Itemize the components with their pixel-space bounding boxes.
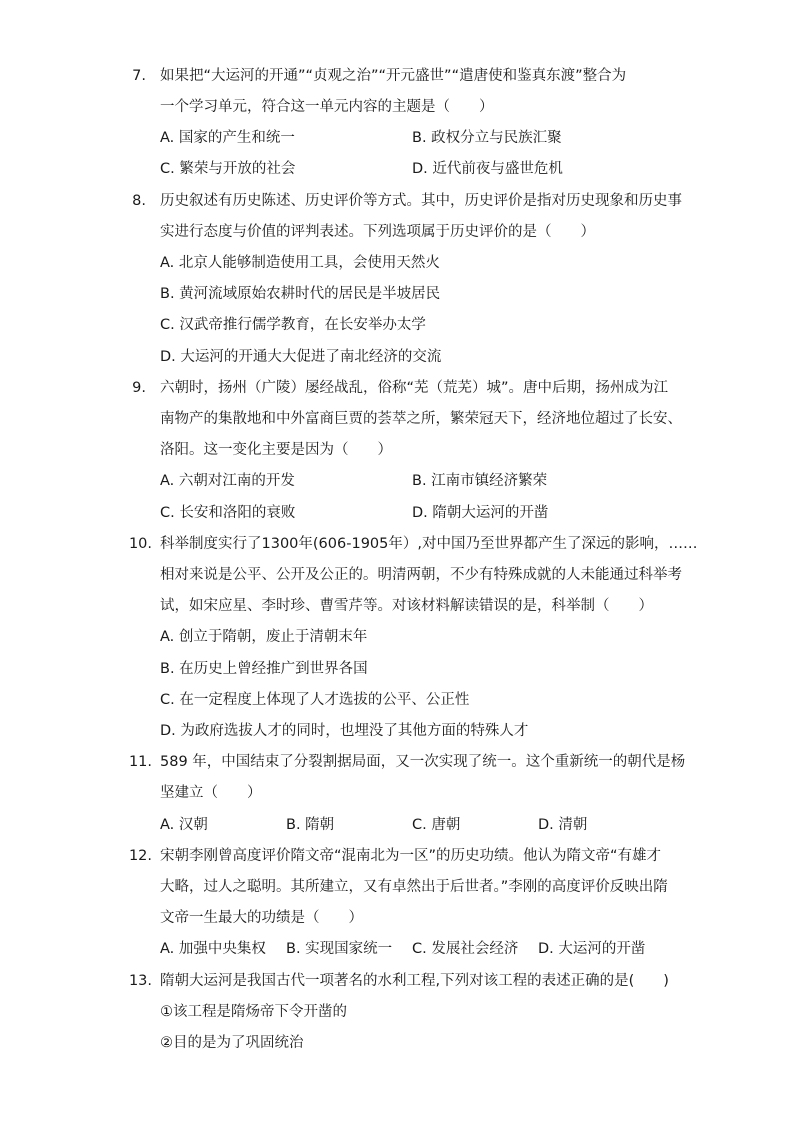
question-9-number: 9. xyxy=(132,380,146,396)
question-7-option-b: B. 政权分立与民族汇聚 xyxy=(412,130,562,146)
question-9-option-c: C. 长安和洛阳的衰败 xyxy=(160,505,296,521)
question-10-line-3: 试，如宋应星、李时珍、曹雪芹等。对该材料解读错误的是，科举制（ ） xyxy=(160,598,653,614)
question-9-line-1: 六朝时，扬州（广陵）屡经战乱，俗称“芜（荒芜）城”。唐中后期，扬州成为江 xyxy=(160,380,669,396)
question-7-option-d: D. 近代前夜与盛世危机 xyxy=(412,161,563,177)
question-7-number: 7. xyxy=(132,68,146,84)
question-12-option-a: A. 加强中央集权 xyxy=(160,941,266,957)
question-13-statement-1: ①该工程是隋炀帝下令开凿的 xyxy=(160,1004,347,1020)
question-7-line-1: 如果把“大运河的开通”“贞观之治”“开元盛世”“遣唐使和鉴真东渡”整合为 xyxy=(160,68,627,84)
question-8-option-d: D. 大运河的开通大大促进了南北经济的交流 xyxy=(160,349,442,365)
question-11-option-a: A. 汉朝 xyxy=(160,817,208,833)
question-8-line-2: 实进行态度与价值的评判表述。下列选项属于历史评价的是（ ） xyxy=(160,224,595,240)
question-9-option-d: D. 隋朝大运河的开凿 xyxy=(412,505,549,521)
question-11-option-d: D. 清朝 xyxy=(538,817,588,833)
question-9-line-3: 洛阳。这一变化主要是因为（ ） xyxy=(160,442,392,458)
question-10-option-b: B. 在历史上曾经推广到世界各国 xyxy=(160,661,368,677)
question-12-option-b: B. 实现国家统一 xyxy=(286,941,393,957)
question-10-option-a: A. 创立于隋朝，废止于清朝末年 xyxy=(160,629,368,645)
question-10-line-1: 科举制度实行了1300年(606-1905年）,对中国乃至世界都产生了深远的影响，…… xyxy=(160,536,698,552)
question-12-line-1: 宋朝李刚曾高度评价隋文帝“混南北为一区”的历史功绩。他认为隋文帝“有雄才 xyxy=(160,848,662,864)
question-12-option-d: D. 大运河的开凿 xyxy=(538,941,646,957)
question-13-statement-2: ②目的是为了巩固统治 xyxy=(160,1035,304,1051)
question-11-line-2: 坚建立（ ） xyxy=(160,785,262,801)
question-9-option-a: A. 六朝对江南的开发 xyxy=(160,473,295,489)
question-10-number: 10. xyxy=(128,536,152,552)
question-11-option-c: C. 唐朝 xyxy=(412,817,461,833)
question-12-line-3: 文帝一生最大的功绩是（ ） xyxy=(160,910,363,926)
question-7-option-c: C. 繁荣与开放的社会 xyxy=(160,161,296,177)
question-10-line-2: 相对来说是公平、公开及公正的。明清两朝，不少有特殊成就的人未能通过科举考 xyxy=(160,567,682,583)
question-8-line-1: 历史叙述有历史陈述、历史评价等方式。其中，历史评价是指对历史现象和历史事 xyxy=(160,193,682,209)
question-8-option-a: A. 北京人能够制造使用工具，会使用天然火 xyxy=(160,255,440,271)
question-12-option-c: C. 发展社会经济 xyxy=(412,941,519,957)
question-10-option-d: D. 为政府选拔人才的同时，也埋没了其他方面的特殊人才 xyxy=(160,723,529,739)
question-9-option-b: B. 江南市镇经济繁荣 xyxy=(412,473,548,489)
question-11-option-b: B. 隋朝 xyxy=(286,817,335,833)
question-12-line-2: 大略，过人之聪明。其所建立，又有卓然出于后世者。”李刚的高度评价反映出隋 xyxy=(160,879,668,895)
question-7-option-a: A. 国家的产生和统一 xyxy=(160,130,295,146)
question-13-line-1: 隋朝大运河是我国古代一项著名的水利工程,下列对该工程的表述正确的是( ) xyxy=(160,973,669,989)
question-8-option-b: B. 黄河流域原始农耕时代的居民是半坡居民 xyxy=(160,286,441,302)
question-10-option-c: C. 在一定程度上体现了人才选拔的公平、公正性 xyxy=(160,692,470,708)
question-7-line-2: 一个学习单元，符合这一单元内容的主题是（ ） xyxy=(160,99,494,115)
question-12-number: 12. xyxy=(128,848,152,864)
question-11-number: 11. xyxy=(128,754,152,770)
question-8-option-c: C. 汉武帝推行儒学教育，在长安举办太学 xyxy=(160,317,426,333)
question-8-number: 8. xyxy=(132,193,146,209)
question-9-line-2: 南物产的集散地和中外富商巨贾的荟萃之所，繁荣冠天下，经济地位超过了长安、 xyxy=(160,411,682,427)
question-13-number: 13. xyxy=(128,973,152,989)
question-11-line-1: 589 年，中国结束了分裂割据局面，又一次实现了统一。这个重新统一的朝代是杨 xyxy=(160,754,686,770)
